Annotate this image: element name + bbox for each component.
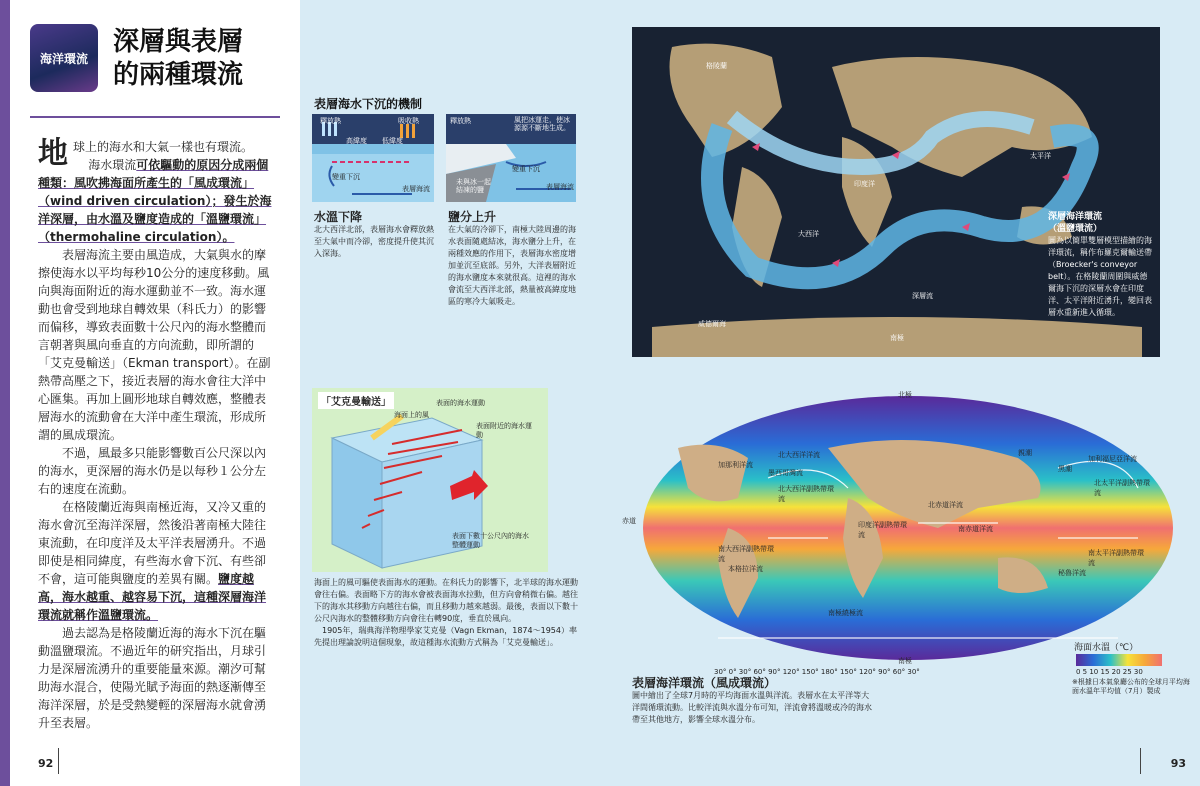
drop-cap: 地	[38, 136, 68, 171]
paragraph-1: 地球上的海水和大氣一樣也有環流。 海水環流可依驅動的原因分成兩個種類：風吹拂海面所產生的「風成環流」（wind driven circulation）；發生於海洋深層，由水溫及鹽度造成的「溫鹽環流」（thermohaline circulation）。	[38, 136, 272, 244]
surface-map-title: 表層海洋環流（風成環流）	[632, 676, 777, 690]
caption-salinity: 在大氣的冷卻下，南極大陸周邊的海水表面隨處結冰，海水鹽分上升，在兩種效應的作用下，表層海水密度增加並沉至底部。另外，大洋表層附近的海水鹽度本來就很高。這裡的海水會流至大西洋北部，熱量被高緯度地區的寒冷大氣吸走。	[448, 225, 576, 306]
surface-circulation-map: 北極 南極 赤道 墨西哥灣流 黑潮 北赤道洋流 南赤道洋流 南極繞極流 加那利洋流 北大西洋洋流 加利福尼亞洋流 北太平洋副熱帶環流 南太平洋副熱帶環流 南大西洋副熱帶環流 印度洋副熱帶環流 秘魯洋流 本格拉洋流 北大西洋副熱帶環流 親潮 30° 0° 30° 60° 90° 120° 150° 180° 150° 120° 90° 60° 30°	[618, 388, 1192, 698]
deep-circulation-map: 格陵蘭 太平洋 印度洋 大西洋 深層流 威德爾海 南極 深層海洋環流 （溫鹽環流） 圖為以簡單雙層模型描繪的海洋環流，稱作布羅克爾輸送帶（Broecker's conveyor belt）。在格陵蘭周圍與威德爾海下沉的深層水會在印度洋、太平洋附近湧升，變回表層水重新進入循環。	[632, 27, 1160, 357]
caption-water-temp-title: 水溫下降	[314, 210, 363, 224]
page-number-left: 92	[38, 757, 54, 770]
chapter-stripe	[0, 0, 10, 786]
body-text	[38, 138, 276, 732]
page-line-left	[58, 748, 59, 774]
right-page: 表層海水下沉的機制 釋放熱 吸收熱 高緯度 低緯度 變重下沉 表層海流 釋放熱 風把冰運走，使冰源源不斷地生成。 未與冰一起結凍的鹽 變重下沉 表層海流 水溫下降 北大西洋北部，表層海水會釋放熱至大氣中而冷卻，密度提升使其沉入深海。 鹽分上升 在大氣的冷卻下，南極大陸周邊的海水表面隨處結冰，海水鹽分上升，在兩種效應的作用下，表層海水密度增加並沉至底部。另外，大洋表層附近的海水鹽度本來就很高。這裡的海水會流至大西洋北部，熱量被高緯度地區的寒冷大氣吸走。 「艾克曼輸送」 表面的海水運動 海面上的風 表面附近的海水運動 表面下數十公尺內的海水整體運動 海面上的風可驅使表面海水的運動。在科氏力的影響下，北半球的海水運動會往右偏。表面略下方的海水會被表面海水拉動，但方向會稍微右偏。越往下的海水其移動方向越往右偏，而且移動力越來越弱。最後，表面以下數十公尺內海水的整體移動方向會往右轉90度，垂直於風向。 1905年，瑞典海洋物理學家艾克曼（Vagn Ekman，1874～1954）率先提出理論說明這個現象，故這種海水流動方式稱為「艾克曼輸送」。 格陵蘭 太平洋 印度洋 大西洋 深層流 威德爾海 南極 深層海洋環流 （溫鹽環流） 圖為以簡單雙層模型描繪的海洋環流，稱作布羅克爾輸送帶（Broecker's conveyor belt）。在格陵蘭周圍與威德爾海下沉的深層水會在印度洋、太平洋附近湧升，變回表層水重新進入循環。 北極 南極 赤道 墨西哥灣流 黑潮 北赤道洋流 南赤道洋流 南極繞極流 加那利洋流 北大西洋洋流 加利福尼亞洋流 北太平洋副熱帶環流 南太平洋副熱帶環流 南大西洋副熱帶環流 印度洋副熱帶環流 秘魯洋流 本格拉洋流 北大西洋副熱帶環流 親潮 30° 0° 30° 60° 90° 120° 150° 180° 150° 120° 90° 60° 30° 海面水溫（℃） 0 5 10 15 20 25 30 ※根據日本氣象廳公布的全球月平均海面水溫年平均值（7月）製成 表層海洋環流（風成環流） 圖中繪出了全球7月時的平均海面水溫與洋流。表層水在太平洋等大洋間循環流動。比較洋流與水溫分布可知，洋流會將溫暖或冷的海水帶至其他地方，影響全球水溫分布。 93	[300, 0, 1200, 786]
caption-salinity-title: 鹽分上升	[448, 210, 497, 224]
sinking-diagram-2: 釋放熱 風把冰運走，使冰源源不斷地生成。 未與冰一起結凍的鹽 變重下沉 表層海流	[446, 114, 576, 202]
chapter-tag: 海洋環流	[30, 24, 98, 92]
deep-map-caption: 深層海洋環流 （溫鹽環流） 圖為以簡單雙層模型描繪的海洋環流，稱作布羅克爾輸送帶（Broecker's conveyor belt）。在格陵蘭周圍與威德爾海下沉的深層水會在印度洋、太平洋附近湧升，變回表層水重新進入循環。	[1048, 212, 1152, 317]
caption-water-temp: 北大西洋北部，表層海水會釋放熱至大氣中而冷卻，密度提升使其沉入深海。	[314, 225, 434, 258]
ekman-title: 「艾克曼輸送」	[318, 392, 394, 409]
paragraph-3: 不過，風最多只能影響數百公尺深以內的海水，更深層的海水仍是以每秒１公分左右的速度在流動。	[38, 446, 267, 496]
sst-legend-bar	[1076, 654, 1162, 666]
page-number-right: 93	[1170, 757, 1186, 770]
paragraph-5: 過去認為是格陵蘭近海的海水下沉在驅動溫鹽環流。不過近年的研究指出，月球引力是深層流湧升的重要能量來源。潮汐可幫助海水混合，使陽光賦予海面的熱逐漸傳至海洋深層，於是受熱變輕的深層海水就會湧升至表層。	[38, 626, 267, 730]
ekman-caption: 海面上的風可驅使表面海水的運動。在科氏力的影響下，北半球的海水運動會往右偏。表面略下方的海水會被表面海水拉動，但方向會稍微右偏。越往下的海水其移動方向越往右偏，而且移動力越來越弱。最後，表面以下數十公尺內海水的整體移動方向會往右轉90度，垂直於風向。 1905年，瑞典海洋物理學家艾克曼（Vagn Ekman，1874～1954）率先提出理論說明這個現象，故這種海水流動方式稱為「艾克曼輸送」。	[314, 578, 578, 647]
page-title: 深層與表層 的兩種環流	[113, 27, 244, 90]
paragraph-4: 在格陵蘭近海與南極近海，又冷又重的海水會沉至海洋深層，然後沿著南極大陸往東流動，在印度洋及太平洋表層湧升。不過即使是相同緯度，有些海水會下沉、有些卻不會，這可能與鹽度的差異有關。鹽度越高，海水越重、越容易下沉，這種深層海洋環流就稱作溫鹽環流。	[38, 500, 267, 622]
sst-legend-title: 海面水溫（℃）	[1074, 643, 1139, 653]
surface-map-caption: 圖中繪出了全球7月時的平均海面水溫與洋流。表層水在太平洋等大洋間循環流動。比較洋流與水溫分布可知，洋流會將溫暖或冷的海水帶至其他地方，影響全球水溫分布。	[632, 691, 872, 724]
left-page	[0, 0, 300, 786]
sinking-section-title: 表層海水下沉的機制	[314, 97, 423, 111]
paragraph-2: 表層海流主要由風造成，大氣與水的摩擦使海水以平均每秒10公分的速度移動。風向與海面附近的海水運動並不一致。海水運動也會受到地球自轉效果（科氏力）的影響而偏移，導致表面數十公尺內的海水整體而言朝著與風向垂直的方向流動，即所謂的「艾克曼輸送」（Ekman transport）。在副熱帶高壓之下，接近表層的海水會往大洋中心匯集。再加上圓形地球自轉效應，整體表層海水的流動會在大洋中產生環流，形成所謂的風成環流。	[38, 248, 271, 442]
title-divider	[30, 116, 280, 118]
sinking-diagram-1: 釋放熱 吸收熱 高緯度 低緯度 變重下沉 表層海流	[312, 114, 434, 202]
page-line-right	[1140, 748, 1141, 774]
ekman-diagram: 「艾克曼輸送」 表面的海水運動 海面上的風 表面附近的海水運動 表面下數十公尺內的海水整體運動	[312, 388, 548, 572]
